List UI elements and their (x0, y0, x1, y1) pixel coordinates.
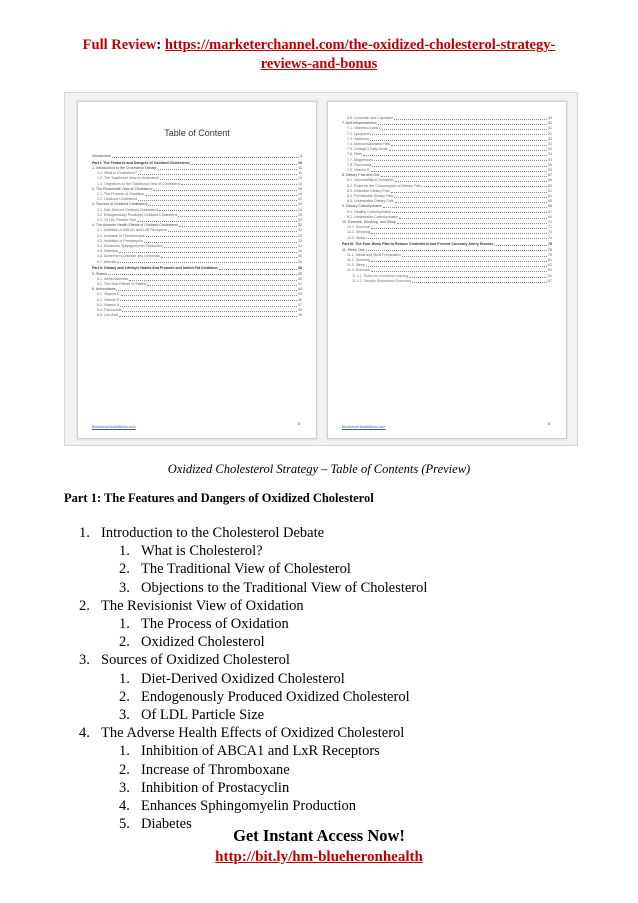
toc-preview-entry-page: 30 (298, 218, 302, 223)
toc-preview-dot-leader (108, 272, 297, 276)
toc-preview-entry-text: 9.2. Undesirable Carbohydrates (347, 214, 398, 219)
toc-preview-entry-text: 9.1. Healthy Carbohydrates (347, 209, 391, 214)
toc-preview-dot-leader (121, 292, 297, 296)
outline-section (75, 615, 427, 633)
toc-preview-dot-leader (148, 202, 297, 206)
toc-preview-entry-page: 33 (298, 238, 302, 243)
outline-section (75, 688, 427, 706)
toc-preview-entry-page: 19 (298, 192, 302, 197)
toc-preview-dot-leader (422, 184, 547, 188)
chapter-outline (75, 524, 427, 833)
toc-preview-entry-page: 55 (548, 162, 552, 167)
toc-preview-entry-text: 7.8. Flavonoids (347, 162, 372, 167)
outline-section-title: Endogenously Produced Oxidized Cholesterol (141, 688, 410, 705)
toc-preview-entry-text: 2. The Revisionist View of Cholesterol (92, 186, 153, 191)
toc-preview-entry-page: 36 (298, 259, 302, 264)
toc-preview-entry-text: 4.3. Inhibition of Prostacyclin (97, 238, 143, 243)
toc-preview-entry-page: 87 (548, 278, 552, 283)
toc-preview-entry-page: 41 (298, 282, 302, 287)
toc-preview-page-number-left: 3 (297, 421, 300, 426)
toc-preview-dot-leader (366, 236, 547, 240)
toc-preview-entry-page: 74 (548, 235, 552, 240)
toc-preview-dot-leader (381, 173, 547, 177)
toc-preview-entry-text: Introduction (92, 154, 111, 158)
toc-preview-dot-leader (119, 313, 297, 317)
outline-section (75, 761, 427, 779)
toc-preview-dot-leader (370, 132, 547, 136)
outline-chapter (75, 724, 427, 742)
toc-preview-entry-text: 6.5. Uric Acid (97, 313, 119, 318)
toc-preview-image (64, 92, 578, 446)
toc-preview-entry-text: 2.2. Oxidized Cholesterol (97, 197, 138, 202)
toc-preview-dot-leader (122, 308, 297, 312)
toc-preview-entry-page: 49 (548, 116, 552, 120)
toc-preview-page-left (77, 101, 317, 439)
toc-preview-entry-text: 3.3. Of LDL Particle Size (97, 218, 137, 223)
outline-section-title: Inhibition of ABCA1 and LxR Receptors (141, 743, 380, 760)
outline-section-title: Of LDL Particle Size (141, 707, 265, 724)
outline-section-title: The Process of Oxidation (141, 616, 289, 633)
toc-preview-dot-leader (378, 121, 547, 125)
outline-chapter-number: 4. (79, 725, 90, 742)
toc-preview-dot-leader (145, 192, 297, 196)
toc-preview-entry-page: 84 (548, 268, 552, 273)
toc-preview-dot-leader (147, 282, 297, 286)
toc-preview-entry-text: 11.4.1. Rules for resistance training (352, 273, 409, 278)
review-header (0, 36, 638, 74)
toc-preview-entry-text: 7.6. Fiber (347, 152, 363, 157)
toc-preview-entry-text: 11.4. Exercise (347, 268, 370, 273)
toc-preview-entry-page: 11 (298, 171, 302, 176)
toc-preview-entry-page: 71 (548, 220, 552, 225)
outline-chapter-title: The Revisionist View of Oxidation (101, 597, 304, 614)
toc-preview-entry-page: 33 (298, 233, 302, 238)
toc-preview-dot-leader (159, 208, 297, 212)
toc-preview-entries-right (342, 116, 552, 284)
header-colon: : (156, 37, 162, 53)
toc-preview-entry-page: 76 (548, 252, 552, 257)
toc-preview-dot-leader (120, 303, 297, 307)
toc-preview-entry-text: 4.6. Alzheimer's Disease and Dementia (97, 254, 160, 259)
toc-preview-entry-page: 19 (298, 186, 302, 191)
toc-preview-dot-leader (391, 142, 547, 146)
toc-preview-entry (92, 154, 302, 159)
toc-preview-dot-leader (112, 154, 299, 158)
outline-section-number: 3. (119, 779, 130, 796)
toc-preview-entry-text: 1.3. Objections to the Traditional View of Cholesterol (97, 181, 181, 186)
toc-preview-entry-text: 4.7. Arthritis (97, 259, 116, 264)
toc-preview-entry-page: 38 (298, 266, 302, 271)
toc-preview-entry-text: 8.4. Permissible Dietary Fats (347, 194, 393, 199)
toc-preview-dot-leader (370, 137, 547, 141)
toc-preview-entry-text: Part II: Dietary and Lifestyle Habits that Promote and Inhibit Fat Oxidation (92, 266, 218, 271)
toc-preview-dot-leader (374, 158, 547, 162)
toc-preview-entry-page: 71 (548, 225, 552, 230)
outline-section-title: Objections to the Traditional View of Cholesterol (141, 579, 428, 596)
toc-preview-footer-left: BlueheronHealthNews.com (92, 425, 136, 429)
toc-preview-entry-text: 6.2. Vitamin E (97, 297, 120, 302)
cta-title: Get Instant Access Now! (233, 826, 405, 845)
toc-preview-entry-page: 4 (300, 154, 302, 158)
toc-preview-entry-page: 48 (298, 313, 302, 318)
outline-section-title: Inhibition of Prostacyclin (141, 779, 290, 796)
toc-preview-entry-text: 8.2. Rules for the Consumption of Dietary Fats (347, 183, 421, 188)
toc-preview-dot-leader (371, 225, 547, 229)
toc-preview-entry-page: 35 (298, 254, 302, 259)
toc-preview-entry-page: 76 (548, 247, 552, 252)
toc-preview-entry-text: 4.4. Enhances Sphingomyelin Production (97, 244, 163, 249)
toc-preview-dot-leader (371, 268, 547, 272)
toc-preview-entry-text: 4.2. Increase of Thromboxane (97, 233, 145, 238)
toc-preview-entry-page: 52 (548, 131, 552, 136)
toc-preview-entry-page: 64 (548, 194, 552, 199)
outline-section-title: Oxidized Cholesterol (141, 634, 265, 651)
toc-preview-entry-text: 7.1. Vitamins A and C (347, 126, 382, 131)
outline-chapter (75, 524, 427, 542)
outline-chapter-title: Introduction to the Cholesterol Debate (101, 525, 325, 541)
toc-preview-dot-leader (366, 248, 547, 252)
toc-preview-entry-text: 4. The Adverse Health Effects of Oxidized Cholesterol (92, 223, 178, 228)
toc-preview-entry-text: 11.2. Smoking (347, 258, 370, 263)
toc-preview-entry (92, 313, 302, 318)
toc-preview-footer-right: BlueheronHealthNews.com (342, 425, 386, 429)
toc-preview-entry-text: 3. Sources of Oxidized Cholesterol (92, 202, 148, 207)
toc-preview-dot-leader (116, 287, 297, 291)
toc-preview-dot-leader (160, 176, 297, 180)
toc-preview-dot-leader (144, 239, 297, 243)
toc-preview-entry-page: 40 (298, 276, 302, 281)
toc-preview-entry-page: 81 (548, 258, 552, 263)
preview-caption: Oxidized Cholesterol Strategy – Table of Contents (Preview) (167, 462, 471, 476)
toc-preview-dot-leader (394, 116, 547, 120)
toc-preview-dot-leader (392, 210, 547, 214)
outline-section-number: 4. (119, 798, 130, 815)
toc-preview-entry-text: 2.1. The Process of Oxidation (97, 192, 145, 197)
toc-preview-dot-leader (153, 187, 297, 191)
toc-preview-entry-page: 53 (548, 142, 552, 147)
toc-preview-dot-leader (371, 230, 547, 234)
toc-preview-entry-page: 16 (298, 181, 302, 186)
outline-section-number: 2. (119, 634, 130, 651)
toc-preview-entry-text: 7.9. Vitamin D (347, 168, 370, 173)
toc-preview-dot-leader (397, 220, 547, 224)
toc-preview-entry-page: 73 (548, 230, 552, 235)
outline-section-title: Diabetes (141, 816, 192, 833)
toc-preview-entry-page: 54 (548, 157, 552, 162)
toc-preview-entry-text: 7.4. Monounsaturated Fats (347, 142, 390, 147)
toc-preview-entry-page: 83 (548, 263, 552, 268)
toc-preview-entry-text: 3.2. Endogenously Produced Oxidized Cholesterol (97, 212, 178, 217)
toc-preview-dot-leader (138, 171, 297, 175)
toc-preview-entry-page: 10 (298, 160, 302, 165)
outline-section (75, 542, 427, 560)
toc-preview-entry-text: 4.1. Inhibition of ABCA1 and LxR Receptors (97, 228, 167, 233)
toc-preview-entry-page: 67 (548, 209, 552, 214)
toc-preview-entry-page: 61 (548, 188, 552, 193)
outline-section-number: 1. (119, 670, 130, 687)
toc-preview-entry-text: 10.2. Smoking (347, 230, 370, 235)
toc-preview-entry-text: 5.2. The Side Effects of Statins (97, 282, 147, 287)
outline-chapter-number: 1. (79, 525, 90, 541)
toc-preview-dot-leader (371, 168, 547, 172)
toc-preview-entry-page: 44 (298, 287, 302, 292)
toc-preview-entry-text: 6.1. Vitamin C (97, 292, 120, 297)
toc-preview-entry-page: 65 (548, 199, 552, 204)
outline-section (75, 706, 427, 724)
toc-preview-dot-leader (219, 266, 297, 270)
toc-preview-dot-leader (372, 163, 547, 167)
toc-preview-entry-page: 86 (548, 273, 552, 278)
toc-preview-dot-leader (190, 161, 297, 165)
toc-preview-dot-leader (402, 253, 547, 257)
toc-preview-dot-leader (394, 194, 547, 198)
toc-preview-entry (92, 260, 302, 265)
outline-section-number: 3. (119, 707, 130, 724)
toc-preview-entry-text: 4.5. Diabetes (97, 249, 119, 254)
call-to-action (0, 825, 638, 868)
toc-preview-dot-leader (119, 249, 297, 253)
outline-section (75, 579, 427, 597)
toc-preview-entries-left (92, 154, 302, 318)
toc-preview-entry-text: 8.1. Vulnerability to Oxidation (347, 178, 394, 183)
toc-preview-entry-text: 7.3. Selenium (347, 136, 369, 141)
toc-preview-dot-leader (129, 277, 297, 281)
toc-preview-entry-page: 46 (298, 297, 302, 302)
toc-preview-entry-text: 11.1. Meals and Meal Preparation (347, 252, 401, 257)
outline-chapter-number: 3. (79, 652, 90, 669)
toc-preview-entry-page: 60 (548, 183, 552, 188)
outline-section (75, 633, 427, 651)
toc-preview-entry-page: 47 (298, 302, 302, 307)
review-url-link-continued[interactable]: reviews-and-bonus (260, 56, 378, 72)
toc-preview-entry-text: 9. Dietary Carbohydrates (342, 204, 382, 209)
toc-preview-entry-page: 45 (298, 292, 302, 297)
toc-preview-dot-leader (168, 228, 297, 232)
outline-section (75, 779, 427, 797)
toc-preview-entry-page: 28 (298, 212, 302, 217)
toc-preview-entry-page: 55 (548, 168, 552, 173)
toc-preview-entry-text: 8.5. Undesirable Dietary Fats (347, 199, 394, 204)
toc-preview-entry-text: Part I: The Features and Dangers of Oxidized Cholesterol (92, 160, 190, 165)
outline-section (75, 742, 427, 760)
toc-preview-dot-leader (409, 274, 547, 278)
toc-preview-entry-page: 53 (548, 136, 552, 141)
toc-preview-entry-page: 34 (298, 249, 302, 254)
toc-preview-entry-page: 69 (548, 214, 552, 219)
toc-preview-entry-text: 6.4. Flavonoids (97, 308, 122, 313)
toc-preview-entry-text: 1.1. What is Cholesterol? (97, 171, 138, 176)
toc-preview-dot-leader (399, 215, 547, 219)
toc-preview-entry-page: 57 (548, 173, 552, 178)
toc-preview-entry-text: 7.2. Lycopene (347, 131, 370, 136)
toc-preview-dot-leader (179, 223, 297, 227)
review-header-line1 (0, 36, 638, 55)
toc-preview-entry (342, 236, 552, 241)
toc-preview-dot-leader (383, 204, 547, 208)
toc-preview-dot-leader (389, 147, 547, 151)
toc-preview-entry-text: 11.4.2. Sample Resistance Exercises (352, 278, 412, 283)
review-url-link[interactable]: https://marketerchannel.com/the-oxidized-cholesterol-strategy- (164, 37, 556, 53)
toc-preview-entry-text: 10.1. Exercise (347, 225, 370, 230)
toc-preview-entry-page: 54 (548, 147, 552, 152)
toc-preview-entry-page: 22 (298, 197, 302, 202)
outline-section-number: 1. (119, 543, 130, 560)
toc-preview-entry-page: 32 (298, 223, 302, 228)
toc-preview-entry-page: 66 (548, 204, 552, 209)
toc-preview-dot-leader (158, 166, 298, 170)
review-header-line2 (0, 55, 638, 74)
cta-link[interactable]: http://bit.ly/hm-blueheronhealth (215, 849, 423, 865)
toc-preview-entry-page: 24 (298, 207, 302, 212)
toc-preview-entry-text: 11. Week One (342, 247, 365, 252)
toc-preview-entry-text: 7.7. Magnesium (347, 157, 373, 162)
toc-preview-dot-leader (120, 298, 297, 302)
toc-preview-dot-leader (146, 234, 297, 238)
toc-preview-dot-leader (395, 199, 547, 203)
toc-preview-page-right (327, 101, 567, 439)
toc-preview-entry-page: 51 (548, 126, 552, 131)
toc-preview-entry-page: 75 (548, 242, 552, 247)
outline-section-title: Enhances Sphingomyelin Production (141, 798, 357, 815)
outline-section (75, 560, 427, 578)
toc-preview-entry-text: 5. Statins (92, 271, 107, 276)
toc-preview-entry-text: 10. Exercise, Smoking, and Sleep (342, 220, 396, 225)
toc-preview-entry-page: 39 (298, 271, 302, 276)
toc-preview-dot-leader (161, 254, 297, 258)
toc-preview-entry-text: 1.2. The Traditional View of cholesterol (97, 176, 159, 181)
outline-section (75, 670, 427, 688)
toc-preview-entry-text: 6.3. Vitamin A (97, 302, 120, 307)
toc-preview-dot-leader (391, 189, 547, 193)
toc-preview-entry-text: 6.6. Curcumin and Capsaicin (347, 116, 394, 120)
toc-preview-entry-page: 48 (298, 308, 302, 313)
outline-section-title: Diet-Derived Oxidized Cholesterol (141, 670, 345, 687)
toc-preview-entry-text: 11.3. Sleep (347, 263, 365, 268)
toc-preview-dot-leader (382, 126, 547, 130)
toc-preview-entry-text: 7.5. Omega-3 Fatty Acids (347, 147, 388, 152)
outline-section-number: 2. (119, 561, 130, 578)
outline-section-number: 2. (119, 761, 130, 778)
toc-preview-dot-leader (363, 152, 547, 156)
toc-preview-entry-text: 1. Introduction to the Cholesterol Debate (92, 166, 157, 170)
outline-section-number: 5. (119, 816, 130, 833)
toc-preview-entry-page: 13 (298, 176, 302, 181)
outline-section-number: 2. (119, 688, 130, 705)
toc-preview-entry-page: 32 (298, 228, 302, 233)
toc-preview-dot-leader (494, 242, 547, 246)
toc-preview-dot-leader (181, 182, 297, 186)
part-heading: Part 1: The Features and Dangers of Oxidized Cholesterol (64, 491, 374, 505)
toc-preview-entry-text: Part III: The Four-Week Plan to Reduce Cholesterol and Prevent Coronary Artery Disease (342, 242, 494, 247)
toc-preview-entry-text: 6. Antioxidants (92, 287, 116, 292)
outline-chapter-title: Sources of Oxidized Cholesterol (101, 652, 290, 669)
outline-section-number: 1. (119, 616, 130, 633)
toc-preview-entry-page: 24 (298, 202, 302, 207)
toc-preview-dot-leader (117, 260, 297, 264)
outline-chapter-title: The Adverse Health Effects of Oxidized Cholesterol (101, 725, 405, 742)
toc-preview-dot-leader (164, 244, 297, 248)
toc-preview-entry-page: 54 (548, 152, 552, 157)
outline-chapter-number: 2. (79, 597, 90, 614)
outline-section-title: Increase of Thromboxane (141, 761, 290, 778)
toc-preview-dot-leader (412, 279, 547, 283)
outline-section-number: 3. (119, 579, 130, 596)
outline-section-title: What is Cholesterol? (141, 543, 263, 560)
toc-preview-entry-page: 34 (298, 244, 302, 249)
toc-preview-entry-text: 7. Anti-Inflammatories (342, 121, 377, 126)
outline-section-number: 1. (119, 743, 130, 760)
toc-preview-dot-leader (371, 258, 547, 262)
full-review-label: Full Review (82, 37, 157, 53)
toc-preview-entry-text: 3.1. Diet-Derived Oxidized Cholesterol (97, 207, 159, 212)
toc-preview-entry-text: 8. Dietary Fats and Oils (342, 173, 380, 178)
toc-preview-dot-leader (395, 178, 547, 182)
toc-preview-entry-page: 58 (548, 178, 552, 183)
toc-preview-entry-page: 11 (298, 166, 302, 170)
toc-preview-entry-text: 10.3. Sleep (347, 235, 366, 240)
toc-preview-entry-page: 51 (548, 121, 552, 126)
toc-preview-dot-leader (138, 197, 297, 201)
outline-section-title: The Traditional View of Cholesterol (141, 561, 351, 578)
outline-chapter (75, 651, 427, 669)
outline-chapter (75, 597, 427, 615)
toc-preview-dot-leader (366, 263, 547, 267)
toc-preview-entry (342, 279, 552, 284)
toc-preview-entry-text: 8.3. Desirable Dietary Fats (347, 188, 390, 193)
toc-preview-entry-text: 5.1. Ineffectiveness (97, 276, 128, 281)
toc-preview-title: Table of Content (164, 128, 230, 138)
toc-preview-dot-leader (178, 213, 297, 217)
outline-section (75, 797, 427, 815)
toc-preview-page-number-right: 4 (547, 421, 550, 426)
toc-preview-dot-leader (137, 218, 297, 222)
